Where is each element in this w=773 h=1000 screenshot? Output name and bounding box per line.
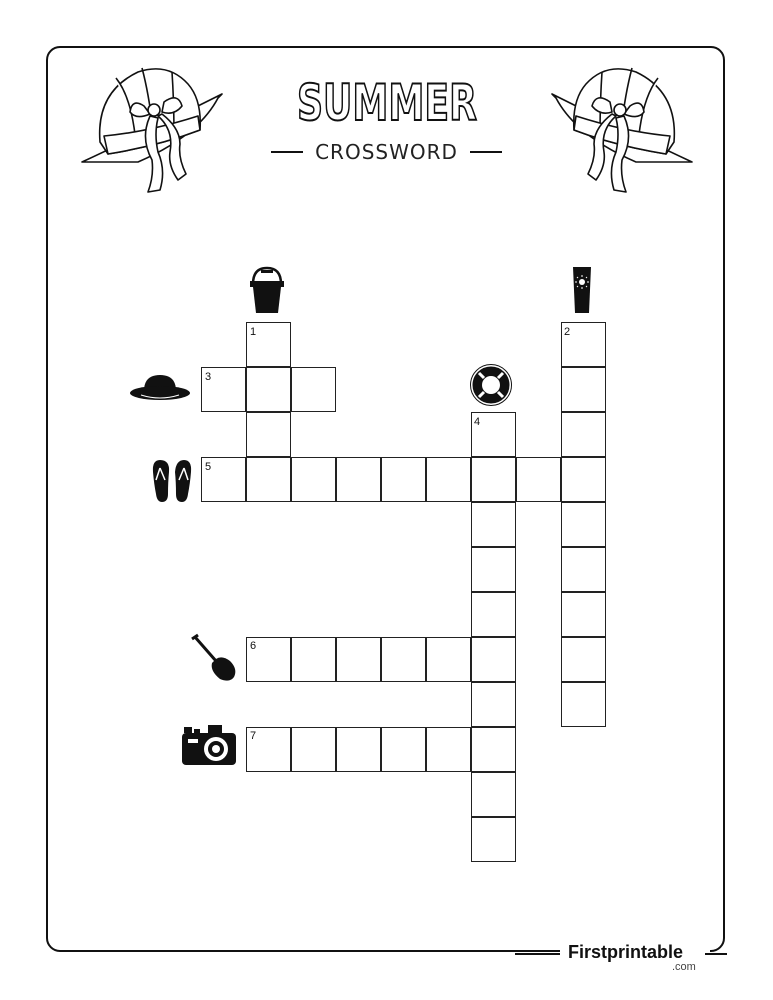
brand-rule-left <box>515 953 560 955</box>
brand-logo: Firstprintable <box>568 942 684 962</box>
clue-number: 2 <box>564 326 571 338</box>
crossword-cell[interactable] <box>291 457 336 502</box>
crossword-cell[interactable] <box>246 457 291 502</box>
clue-number: 4 <box>474 416 481 428</box>
crossword-cell[interactable] <box>471 457 516 502</box>
crossword-cell[interactable] <box>291 367 336 412</box>
flip-flops-icon <box>150 458 194 504</box>
crossword-cell[interactable] <box>561 682 606 727</box>
lifebuoy-icon <box>470 364 512 406</box>
crossword-cell[interactable] <box>471 682 516 727</box>
crossword-cell[interactable] <box>561 637 606 682</box>
crossword-cell[interactable] <box>471 817 516 862</box>
crossword-cell[interactable] <box>471 592 516 637</box>
crossword-cell[interactable] <box>471 727 516 772</box>
subtitle-rule-right <box>470 151 502 153</box>
clue-number: 1 <box>250 326 257 338</box>
bucket-icon <box>248 266 286 316</box>
crossword-cell[interactable] <box>516 457 561 502</box>
crossword-cell[interactable] <box>471 502 516 547</box>
crossword-cell[interactable] <box>381 727 426 772</box>
brand-suffix: .com <box>672 961 696 973</box>
crossword-cell[interactable] <box>471 547 516 592</box>
crossword-cell[interactable] <box>336 637 381 682</box>
sun-hat-icon <box>548 58 696 198</box>
crossword-cell[interactable] <box>381 457 426 502</box>
crossword-cell[interactable] <box>426 637 471 682</box>
crossword-cell[interactable] <box>291 727 336 772</box>
crossword-cell[interactable] <box>246 412 291 457</box>
crossword-cell[interactable] <box>336 727 381 772</box>
page-title: SUMMER <box>296 74 477 132</box>
crossword-cell[interactable] <box>561 592 606 637</box>
brand-rule-right <box>705 953 727 955</box>
crossword-cell[interactable] <box>291 637 336 682</box>
crossword-cell[interactable] <box>561 457 606 502</box>
crossword-cell[interactable] <box>561 367 606 412</box>
page-subtitle: CROSSWORD <box>315 140 458 164</box>
camera-icon <box>180 725 238 767</box>
crossword-cell[interactable] <box>426 457 471 502</box>
subtitle-rule-left <box>271 151 303 153</box>
sunscreen-icon <box>571 265 593 315</box>
hat-icon <box>129 373 191 403</box>
crossword-cell[interactable] <box>561 547 606 592</box>
crossword-cell[interactable] <box>336 457 381 502</box>
crossword-cell[interactable] <box>471 637 516 682</box>
clue-number: 3 <box>205 371 212 383</box>
clue-number: 7 <box>250 730 257 742</box>
crossword-cell[interactable] <box>426 727 471 772</box>
crossword-cell[interactable] <box>471 772 516 817</box>
crossword-cell[interactable] <box>561 412 606 457</box>
shovel-icon <box>190 633 238 683</box>
clue-number: 6 <box>250 640 257 652</box>
crossword-cell[interactable] <box>381 637 426 682</box>
crossword-cell[interactable] <box>561 502 606 547</box>
crossword-cell[interactable] <box>246 367 291 412</box>
sun-hat-icon <box>78 58 226 198</box>
clue-number: 5 <box>205 461 212 473</box>
